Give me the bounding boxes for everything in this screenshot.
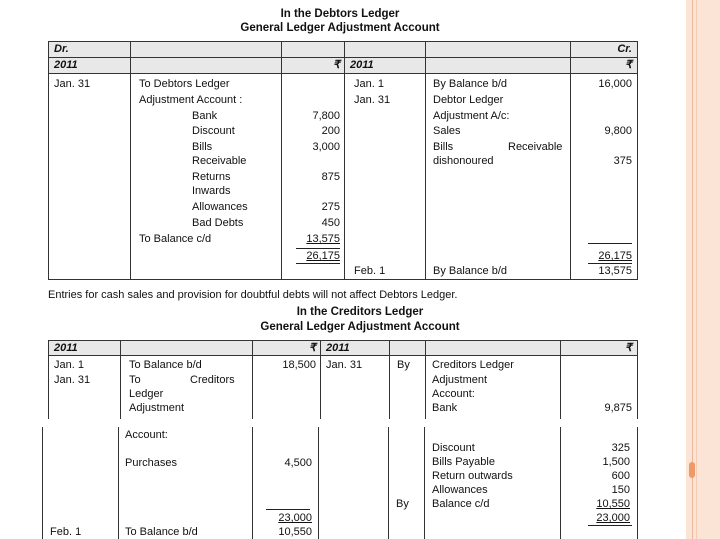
entry-amount: 9,875 (604, 402, 632, 414)
table-rule (252, 340, 253, 419)
table-rule (118, 427, 119, 539)
entry-amount: 1,500 (602, 456, 630, 468)
entry-amount: 875 (321, 171, 340, 183)
entry-particular: Adjustment (432, 374, 488, 386)
entry-amount: 3,000 (312, 141, 340, 153)
table-rule (344, 41, 345, 279)
table-rule (425, 340, 426, 419)
entry-particular: To (129, 374, 141, 386)
table-rule (560, 340, 561, 419)
table-rule (637, 41, 638, 279)
table-rule (42, 427, 43, 539)
strip-line (692, 0, 693, 539)
table-rule (281, 41, 282, 279)
table-rule (48, 279, 638, 280)
entry-date: Feb. 1 (50, 526, 82, 538)
slide-border-strip (686, 0, 720, 539)
year-label: 2011 (54, 342, 78, 354)
total-rule (588, 243, 632, 244)
rupee-symbol: ₹ (625, 59, 632, 71)
total-amount: 26,175 (598, 250, 632, 262)
table-rule (388, 427, 389, 539)
entry-prefix: By (397, 359, 410, 371)
entry-particular: Inwards (192, 185, 231, 197)
entry-particular: To Balance b/d (129, 359, 202, 371)
entry-particular: Return outwards (432, 470, 513, 482)
table-rule (48, 57, 638, 58)
cr-label: Cr. (617, 43, 632, 55)
entry-amount: 7,800 (312, 110, 340, 122)
total-amount: 26,175 (306, 250, 340, 262)
entry-amount: 13,575 (598, 265, 632, 277)
table-rule (389, 340, 390, 419)
table-rule (252, 427, 253, 539)
entry-date: Jan. 31 (54, 374, 91, 386)
entry-amount: 10,550 (278, 526, 312, 538)
entry-particular: By Balance b/d (433, 265, 507, 277)
entry-particular: To Balance c/d (139, 233, 212, 245)
entry-particular: Bad Debts (192, 217, 244, 229)
entry-particular: Adjustment Account : (139, 94, 243, 106)
entry-date: Jan. 31 (354, 94, 391, 106)
total-rule (588, 525, 632, 526)
entry-particular: Receivable (192, 155, 247, 167)
entry-particular: By Balance b/d (433, 78, 507, 90)
entry-particular: Bank (192, 110, 218, 122)
rupee-symbol: ₹ (309, 342, 316, 354)
table-rule (560, 427, 561, 539)
entry-amount: 16,000 (598, 78, 632, 90)
entry-particular: Allowances (432, 484, 488, 496)
debtors-account-title: General Ledger Adjustment Account (240, 22, 440, 34)
continuation-panel (0, 419, 686, 539)
table-rule (130, 41, 131, 279)
entry-particular: Discount (432, 442, 475, 454)
entry-amount: 9,800 (604, 125, 632, 137)
table-rule (570, 41, 571, 279)
entry-particular: Sales (433, 125, 461, 137)
dr-label: Dr. (54, 43, 69, 55)
entry-amount: 600 (611, 470, 630, 482)
year-label: 2011 (54, 59, 78, 71)
entry-amount: 4,500 (284, 457, 312, 469)
strip-line (696, 0, 697, 539)
entry-particular: Bills Payable (432, 456, 495, 468)
table-rule (48, 41, 49, 279)
entry-particular: Bank (432, 402, 458, 414)
entry-particular: Adjustment (129, 402, 185, 414)
total-amount: 23,000 (596, 512, 630, 524)
entry-amount: 375 (613, 155, 632, 167)
creditors-account-title: General Ledger Adjustment Account (260, 321, 460, 333)
entry-amount: 200 (321, 125, 340, 137)
entry-particular: Bills (433, 141, 454, 153)
table-rule (318, 427, 319, 539)
table-rule (120, 340, 121, 419)
entry-amount: 450 (321, 217, 340, 229)
entry-particular: dishonoured (433, 155, 494, 167)
entry-particular: Bills (192, 141, 213, 153)
creditors-ledger-title: In the Creditors Ledger (296, 306, 424, 318)
table-rule (637, 427, 638, 539)
entry-amount: 10,550 (596, 498, 630, 510)
table-rule (48, 355, 638, 356)
entry-date: Jan. 31 (54, 78, 91, 90)
entry-particular: Adjustment A/c: (433, 110, 510, 122)
rupee-symbol: ₹ (625, 342, 632, 354)
entry-particular: To Debtors Ledger (139, 78, 230, 90)
table-rule (48, 41, 638, 42)
total-rule (266, 509, 310, 510)
entry-particular: Account: (125, 429, 168, 441)
table-rule (425, 41, 426, 279)
entry-amount: 18,500 (282, 359, 316, 371)
entry-amount: 275 (321, 201, 340, 213)
entry-particular: Purchases (125, 457, 177, 469)
debtors-ledger-title: In the Debtors Ledger (280, 8, 400, 20)
table-rule (637, 340, 638, 419)
table-rule (48, 73, 638, 74)
entry-particular: Creditors Ledger (432, 359, 514, 371)
entry-particular: Ledger (129, 388, 164, 400)
explanatory-note: Entries for cash sales and provision for doubtful debts will not affect Debtors Ledger. (48, 289, 458, 301)
entry-particular: Receivable (508, 141, 563, 153)
entry-particular: Account: (432, 388, 475, 400)
entry-amount: 150 (611, 484, 630, 496)
entry-particular: Creditors (190, 374, 235, 386)
entry-amount: 13,575 (306, 233, 340, 245)
entry-particular: Returns (192, 171, 231, 183)
entry-prefix: By (396, 498, 409, 510)
entry-date: Jan. 1 (354, 78, 384, 90)
entry-particular: Debtor Ledger (433, 94, 504, 106)
year-label: 2011 (326, 342, 350, 354)
table-rule (48, 340, 49, 419)
entry-date: Jan. 31 (326, 359, 363, 371)
entry-amount: 325 (611, 442, 630, 454)
table-rule (424, 427, 425, 539)
year-label: 2011 (350, 59, 374, 71)
entry-particular: Allowances (192, 201, 248, 213)
entry-date: Jan. 1 (54, 359, 84, 371)
entry-particular: To Balance b/d (125, 526, 198, 538)
strip-marker (689, 462, 695, 478)
rupee-symbol: ₹ (333, 59, 340, 71)
entry-particular: Balance c/d (432, 498, 490, 510)
total-amount: 23,000 (278, 512, 312, 524)
entry-particular: Discount (192, 125, 235, 137)
entry-date: Feb. 1 (354, 265, 386, 277)
total-rule (296, 263, 340, 264)
table-rule (320, 340, 321, 419)
